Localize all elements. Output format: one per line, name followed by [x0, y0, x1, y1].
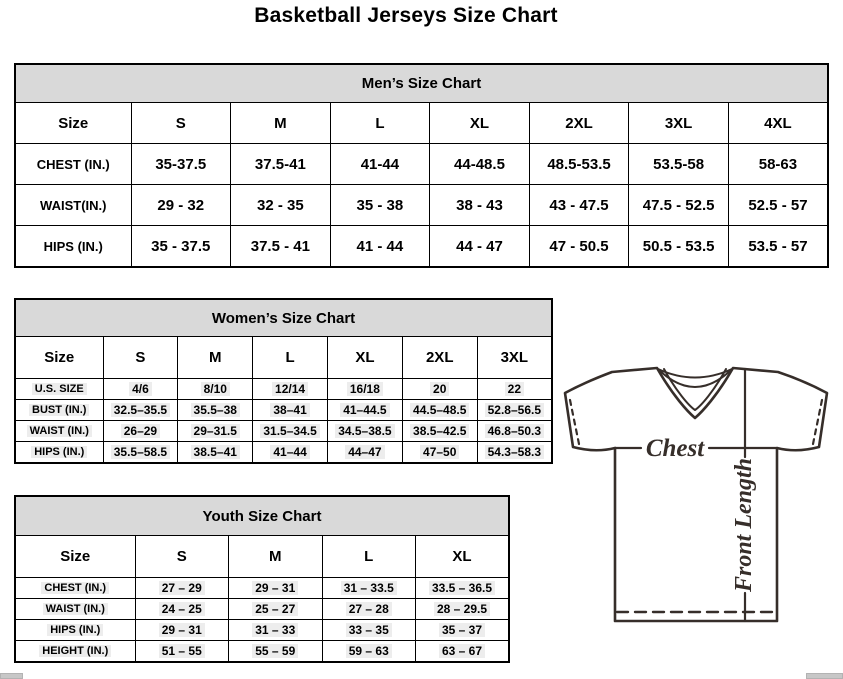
youth-value-text: 28 – 29.5 — [434, 602, 490, 616]
womens-value-cell — [103, 442, 178, 464]
womens-value-text: 31.5–34.5 — [260, 424, 319, 438]
mens-value-text: 41 - 44 — [356, 237, 404, 255]
mens-value-cell — [728, 185, 828, 226]
youth-table-row — [15, 578, 509, 599]
youth-value-cell — [322, 620, 416, 641]
womens-value-cell — [402, 442, 477, 464]
womens-size-header-cell: M — [178, 337, 253, 379]
mens-value-cell — [330, 185, 430, 226]
mens-value-cell — [629, 144, 729, 185]
mens-value-text: 29 - 32 — [157, 196, 205, 214]
mens-size-header-cell: XL — [430, 103, 530, 144]
womens-value-text: 52.8–56.5 — [485, 403, 544, 417]
mens-value-text: 35 - 38 — [356, 196, 404, 214]
youth-value-cell — [135, 641, 229, 663]
youth-value-text: 63 – 67 — [439, 644, 485, 658]
mens-value-text: 50.5 - 53.5 — [642, 237, 715, 255]
mens-size-table — [14, 63, 829, 268]
womens-value-cell — [477, 442, 552, 464]
mens-value-cell — [131, 185, 231, 226]
youth-value-cell — [135, 599, 229, 620]
jersey-outline — [565, 368, 827, 621]
mens-row-label — [15, 226, 131, 268]
mens-value-text: 32 - 35 — [256, 196, 304, 214]
youth-size-header-cell: S — [135, 536, 229, 578]
mens-value-text: 35 - 37.5 — [151, 237, 211, 255]
womens-size-header-cell: S — [103, 337, 178, 379]
womens-value-cell — [178, 442, 253, 464]
youth-value-text: 29 – 31 — [252, 581, 298, 595]
womens-value-text: 47–50 — [420, 445, 459, 459]
mens-value-text: 37.5-41 — [254, 155, 306, 173]
youth-row-label-text: HIPS (IN.) — [47, 624, 103, 636]
youth-value-text: 55 – 59 — [252, 644, 298, 658]
womens-value-cell — [477, 379, 552, 400]
youth-value-text: 33.5 – 36.5 — [429, 581, 495, 595]
mens-row-label-text: HIPS (IN.) — [43, 238, 103, 254]
youth-value-text: 27 – 29 — [159, 581, 205, 595]
youth-table-row — [15, 620, 509, 641]
mens-value-text: 47 - 50.5 — [549, 237, 609, 255]
mens-value-cell — [430, 144, 530, 185]
youth-table-row — [15, 599, 509, 620]
womens-value-cell — [327, 400, 402, 421]
womens-row-label-text: U.S. SIZE — [32, 383, 87, 395]
womens-value-text: 4/6 — [129, 382, 152, 396]
womens-value-text: 22 — [505, 382, 524, 396]
womens-value-cell — [253, 421, 328, 442]
mens-value-text: 41-44 — [360, 155, 400, 173]
youth-size-table — [14, 495, 510, 663]
mens-value-cell — [529, 226, 629, 268]
youth-row-label — [15, 599, 135, 620]
mens-value-text: 52.5 - 57 — [748, 196, 808, 214]
front-length-label: Front Length — [731, 457, 757, 593]
youth-table-row — [15, 641, 509, 663]
mens-table-row — [15, 144, 828, 185]
womens-row-label-text: HIPS (IN.) — [31, 446, 87, 458]
mens-value-text: 58-63 — [758, 155, 798, 173]
mens-size-header-cell: L — [330, 103, 430, 144]
womens-table-row — [15, 421, 552, 442]
mens-value-cell — [529, 144, 629, 185]
mens-value-cell — [629, 226, 729, 268]
mens-value-text: 48.5-53.5 — [547, 155, 611, 173]
womens-value-text: 12/14 — [272, 382, 308, 396]
youth-table-title: Youth Size Chart — [15, 496, 509, 536]
womens-row-label — [15, 379, 103, 400]
womens-row-label-text: WAIST (IN.) — [27, 425, 92, 437]
mens-value-text: 43 - 47.5 — [549, 196, 609, 214]
youth-value-cell — [229, 641, 323, 663]
womens-value-cell — [178, 421, 253, 442]
page-title: Basketball Jerseys Size Chart — [254, 4, 558, 27]
womens-value-text: 38–41 — [270, 403, 309, 417]
mens-value-cell — [529, 185, 629, 226]
womens-value-cell — [103, 421, 178, 442]
womens-value-text: 35.5–58.5 — [111, 445, 170, 459]
womens-value-text: 38.5–41 — [191, 445, 240, 459]
youth-value-text: 31 – 33 — [252, 623, 298, 637]
womens-value-text: 8/10 — [201, 382, 230, 396]
mens-row-label-text: CHEST (IN.) — [36, 156, 110, 172]
youth-size-column-header: Size — [15, 536, 135, 578]
youth-size-header-cell: L — [322, 536, 416, 578]
youth-row-label — [15, 578, 135, 599]
womens-size-table — [14, 298, 553, 464]
mens-value-cell — [629, 185, 729, 226]
mens-table-title: Men’s Size Chart — [15, 64, 828, 103]
mens-value-cell — [330, 226, 430, 268]
womens-row-label — [15, 400, 103, 421]
mens-value-text: 53.5 - 57 — [748, 237, 808, 255]
womens-value-text: 44.5–48.5 — [410, 403, 469, 417]
womens-value-text: 44–47 — [345, 445, 384, 459]
womens-value-text: 20 — [430, 382, 449, 396]
womens-value-cell — [253, 442, 328, 464]
youth-value-text: 51 – 55 — [159, 644, 205, 658]
womens-value-cell — [178, 379, 253, 400]
chest-label: Chest — [645, 435, 705, 462]
womens-value-cell — [402, 400, 477, 421]
womens-size-column-header: Size — [15, 337, 103, 379]
womens-value-text: 35.5–38 — [191, 403, 240, 417]
youth-value-text: 59 – 63 — [346, 644, 392, 658]
youth-value-cell — [135, 578, 229, 599]
jersey-measurement-diagram — [558, 360, 840, 632]
mens-size-header-cell: 4XL — [728, 103, 828, 144]
mens-value-cell — [231, 144, 331, 185]
womens-row-label-text: BUST (IN.) — [29, 404, 89, 416]
womens-value-cell — [253, 400, 328, 421]
youth-value-cell — [416, 641, 510, 663]
youth-value-cell — [229, 578, 323, 599]
youth-value-cell — [416, 620, 510, 641]
womens-row-label — [15, 442, 103, 464]
youth-value-cell — [229, 599, 323, 620]
womens-value-text: 41–44.5 — [340, 403, 389, 417]
youth-value-text: 29 – 31 — [159, 623, 205, 637]
womens-value-cell — [477, 400, 552, 421]
youth-row-label — [15, 620, 135, 641]
mens-value-text: 38 - 43 — [456, 196, 503, 214]
womens-value-cell — [178, 400, 253, 421]
womens-value-cell — [327, 421, 402, 442]
youth-value-text: 35 – 37 — [439, 623, 485, 637]
mens-value-cell — [231, 185, 331, 226]
youth-value-cell — [322, 599, 416, 620]
mens-size-header-cell: 3XL — [629, 103, 729, 144]
mens-table-row — [15, 185, 828, 226]
womens-size-header-cell: XL — [327, 337, 402, 379]
youth-value-text: 25 – 27 — [252, 602, 298, 616]
mens-row-label — [15, 144, 131, 185]
mens-value-cell — [131, 226, 231, 268]
womens-table-row — [15, 442, 552, 464]
womens-value-cell — [253, 379, 328, 400]
womens-value-cell — [327, 442, 402, 464]
scrollbar-fragment-left[interactable] — [0, 673, 23, 679]
youth-row-label — [15, 641, 135, 663]
mens-value-cell — [430, 226, 530, 268]
mens-value-cell — [330, 144, 430, 185]
youth-size-header-cell: XL — [416, 536, 510, 578]
mens-table-row — [15, 226, 828, 268]
mens-size-column-header: Size — [15, 103, 131, 144]
womens-value-text: 46.8–50.3 — [485, 424, 544, 438]
youth-row-label-text: WAIST (IN.) — [43, 603, 108, 615]
youth-value-text: 33 – 35 — [346, 623, 392, 637]
womens-value-cell — [103, 400, 178, 421]
womens-row-label — [15, 421, 103, 442]
womens-value-cell — [402, 421, 477, 442]
womens-value-text: 29–31.5 — [191, 424, 240, 438]
mens-value-text: 44 - 47 — [456, 237, 503, 255]
mens-row-label — [15, 185, 131, 226]
womens-value-text: 38.5–42.5 — [410, 424, 469, 438]
womens-value-text: 32.5–35.5 — [111, 403, 170, 417]
mens-value-text: 35-37.5 — [155, 155, 207, 173]
mens-value-cell — [131, 144, 231, 185]
womens-value-text: 41–44 — [270, 445, 309, 459]
mens-value-text: 47.5 - 52.5 — [642, 196, 715, 214]
youth-row-label-text: HEIGHT (IN.) — [39, 645, 111, 657]
mens-size-header-cell: S — [131, 103, 231, 144]
womens-value-text: 54.3–58.3 — [485, 445, 544, 459]
youth-row-label-text: CHEST (IN.) — [41, 582, 109, 594]
womens-value-text: 16/18 — [347, 382, 383, 396]
womens-value-cell — [103, 379, 178, 400]
mens-size-header-cell: M — [231, 103, 331, 144]
scrollbar-fragment-right[interactable] — [806, 673, 843, 679]
womens-table-row — [15, 379, 552, 400]
mens-size-header-cell: 2XL — [529, 103, 629, 144]
womens-table-title: Women’s Size Chart — [15, 299, 552, 337]
mens-row-label-text: WAIST(IN.) — [40, 197, 107, 213]
mens-value-cell — [430, 185, 530, 226]
womens-value-text: 26–29 — [121, 424, 160, 438]
womens-value-cell — [477, 421, 552, 442]
mens-value-text: 37.5 - 41 — [250, 237, 310, 255]
youth-value-cell — [416, 599, 510, 620]
youth-value-cell — [322, 578, 416, 599]
womens-value-text: 34.5–38.5 — [335, 424, 394, 438]
mens-value-text: 44-48.5 — [454, 155, 505, 173]
womens-value-cell — [327, 379, 402, 400]
youth-value-cell — [322, 641, 416, 663]
youth-value-cell — [416, 578, 510, 599]
mens-value-text: 53.5-58 — [653, 155, 705, 173]
youth-value-text: 27 – 28 — [346, 602, 392, 616]
youth-value-cell — [229, 620, 323, 641]
womens-value-cell — [402, 379, 477, 400]
mens-value-cell — [231, 226, 331, 268]
mens-value-cell — [728, 226, 828, 268]
youth-value-text: 24 – 25 — [159, 602, 205, 616]
youth-value-cell — [135, 620, 229, 641]
youth-size-header-cell: M — [229, 536, 323, 578]
womens-size-header-cell: 2XL — [402, 337, 477, 379]
mens-value-cell — [728, 144, 828, 185]
womens-size-header-cell: 3XL — [477, 337, 552, 379]
womens-table-row — [15, 400, 552, 421]
womens-size-header-cell: L — [253, 337, 328, 379]
youth-value-text: 31 – 33.5 — [341, 581, 397, 595]
